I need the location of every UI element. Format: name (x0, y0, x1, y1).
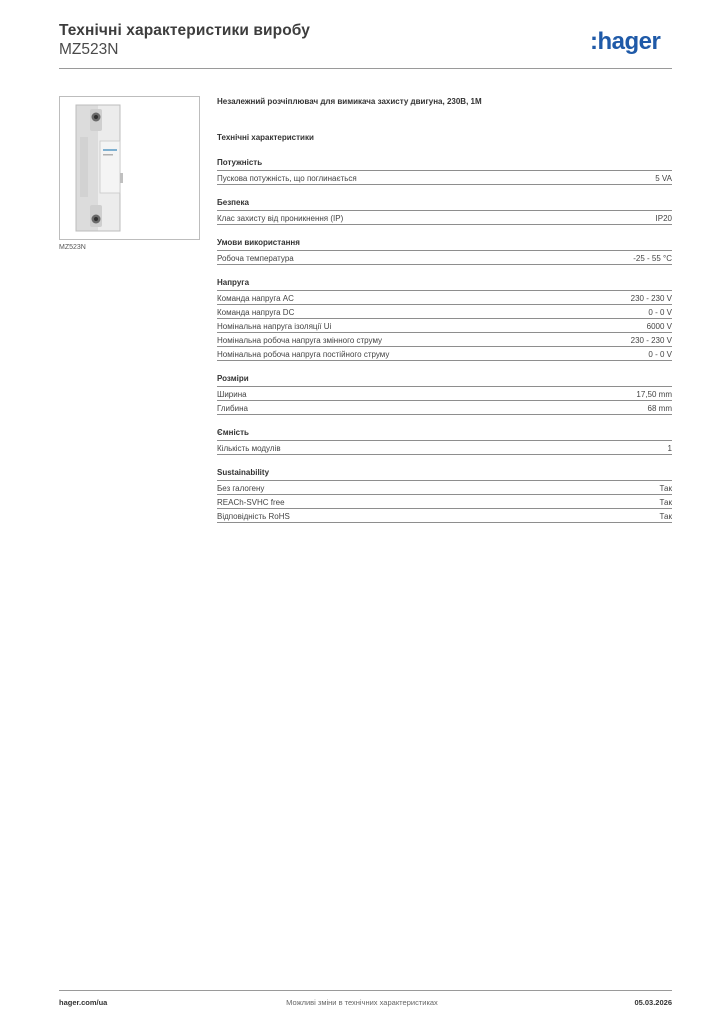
spec-label: REACh-SVHC free (217, 498, 285, 507)
spec-value: 230 - 230 V (630, 336, 672, 345)
spec-value: Так (659, 498, 672, 507)
spec-row (217, 211, 672, 225)
product-code-subtitle: MZ523N (59, 41, 119, 58)
spec-row (217, 171, 672, 185)
spec-row (217, 495, 672, 509)
spec-value: IP20 (655, 214, 672, 223)
spec-row (217, 319, 672, 333)
hager-logo (590, 28, 674, 56)
spec-row (217, 509, 672, 523)
hager-logo-text: :hager (590, 28, 661, 55)
section-title: Потужність (217, 157, 672, 171)
spec-label: Номінальна робоча напруга змінного струму (217, 336, 383, 345)
page-title: Технічні характеристики виробу (59, 22, 310, 39)
spec-row (217, 305, 672, 319)
spec-section-conditions (217, 237, 672, 265)
spec-row (217, 291, 672, 305)
spec-row (217, 347, 672, 361)
product-illustration (60, 97, 199, 239)
spec-value: 0 - 0 V (648, 308, 672, 317)
spec-row (217, 481, 672, 495)
spec-row (217, 251, 672, 265)
spec-label: Номінальна робоча напруга постійного струму (217, 350, 390, 359)
spec-label: Команда напруга AC (217, 294, 294, 303)
spec-value: 6000 V (646, 322, 672, 331)
spec-section-sustainability (217, 467, 672, 523)
footer-disclaimer: Можливі зміни в технічних характеристиках (286, 998, 438, 1007)
spec-section-dimensions (217, 373, 672, 415)
spec-label: Пускова потужність, що поглинається (217, 174, 357, 183)
spec-label: Команда напруга DC (217, 308, 295, 317)
spec-value: 17,50 mm (636, 390, 672, 399)
spec-label: Номінальна напруга ізоляції Ui (217, 322, 332, 331)
spec-label: Клас захисту від проникнення (IP) (217, 214, 344, 223)
section-title: Напруга (217, 277, 672, 291)
spec-value: 5 VA (655, 174, 672, 183)
product-image-caption: MZ523N (59, 244, 86, 251)
spec-heading: Технічні характеристики (217, 133, 314, 142)
spec-value: 68 mm (647, 404, 672, 413)
spec-label: Кількість модулів (217, 444, 281, 453)
spec-section-voltage (217, 277, 672, 361)
product-description: Незалежний розчіплювач для вимикача захисту двигуна, 230В, 1М (217, 97, 482, 106)
spec-label: Ширина (217, 390, 247, 399)
spec-row (217, 333, 672, 347)
spec-label: Відповідність RoHS (217, 512, 290, 521)
spec-row (217, 401, 672, 415)
spec-value: 230 - 230 V (630, 294, 672, 303)
section-title: Ємність (217, 427, 672, 441)
spec-value: 1 (667, 444, 672, 453)
spec-section-capacity (217, 427, 672, 455)
footer-website-link[interactable]: hager.com/ua (59, 998, 108, 1007)
spec-content (217, 96, 672, 535)
footer-date: 05.03.2026 (634, 998, 672, 1007)
spec-value: 0 - 0 V (648, 350, 672, 359)
spec-label: Без галогену (217, 484, 265, 493)
spec-label: Робоча температура (217, 254, 294, 263)
spec-label: Глибина (217, 404, 248, 413)
spec-value: Так (659, 512, 672, 521)
spec-row (217, 387, 672, 401)
spec-section-power (217, 157, 672, 185)
footer-divider (59, 990, 672, 991)
spec-value: Так (659, 484, 672, 493)
spec-row (217, 441, 672, 455)
product-image (59, 96, 200, 240)
header-divider (59, 68, 672, 69)
spec-value: -25 - 55 °C (633, 254, 672, 263)
section-title: Розміри (217, 373, 672, 387)
section-title: Sustainability (217, 467, 672, 481)
section-title: Безпека (217, 197, 672, 211)
spec-section-safety (217, 197, 672, 225)
section-title: Умови використання (217, 237, 672, 251)
